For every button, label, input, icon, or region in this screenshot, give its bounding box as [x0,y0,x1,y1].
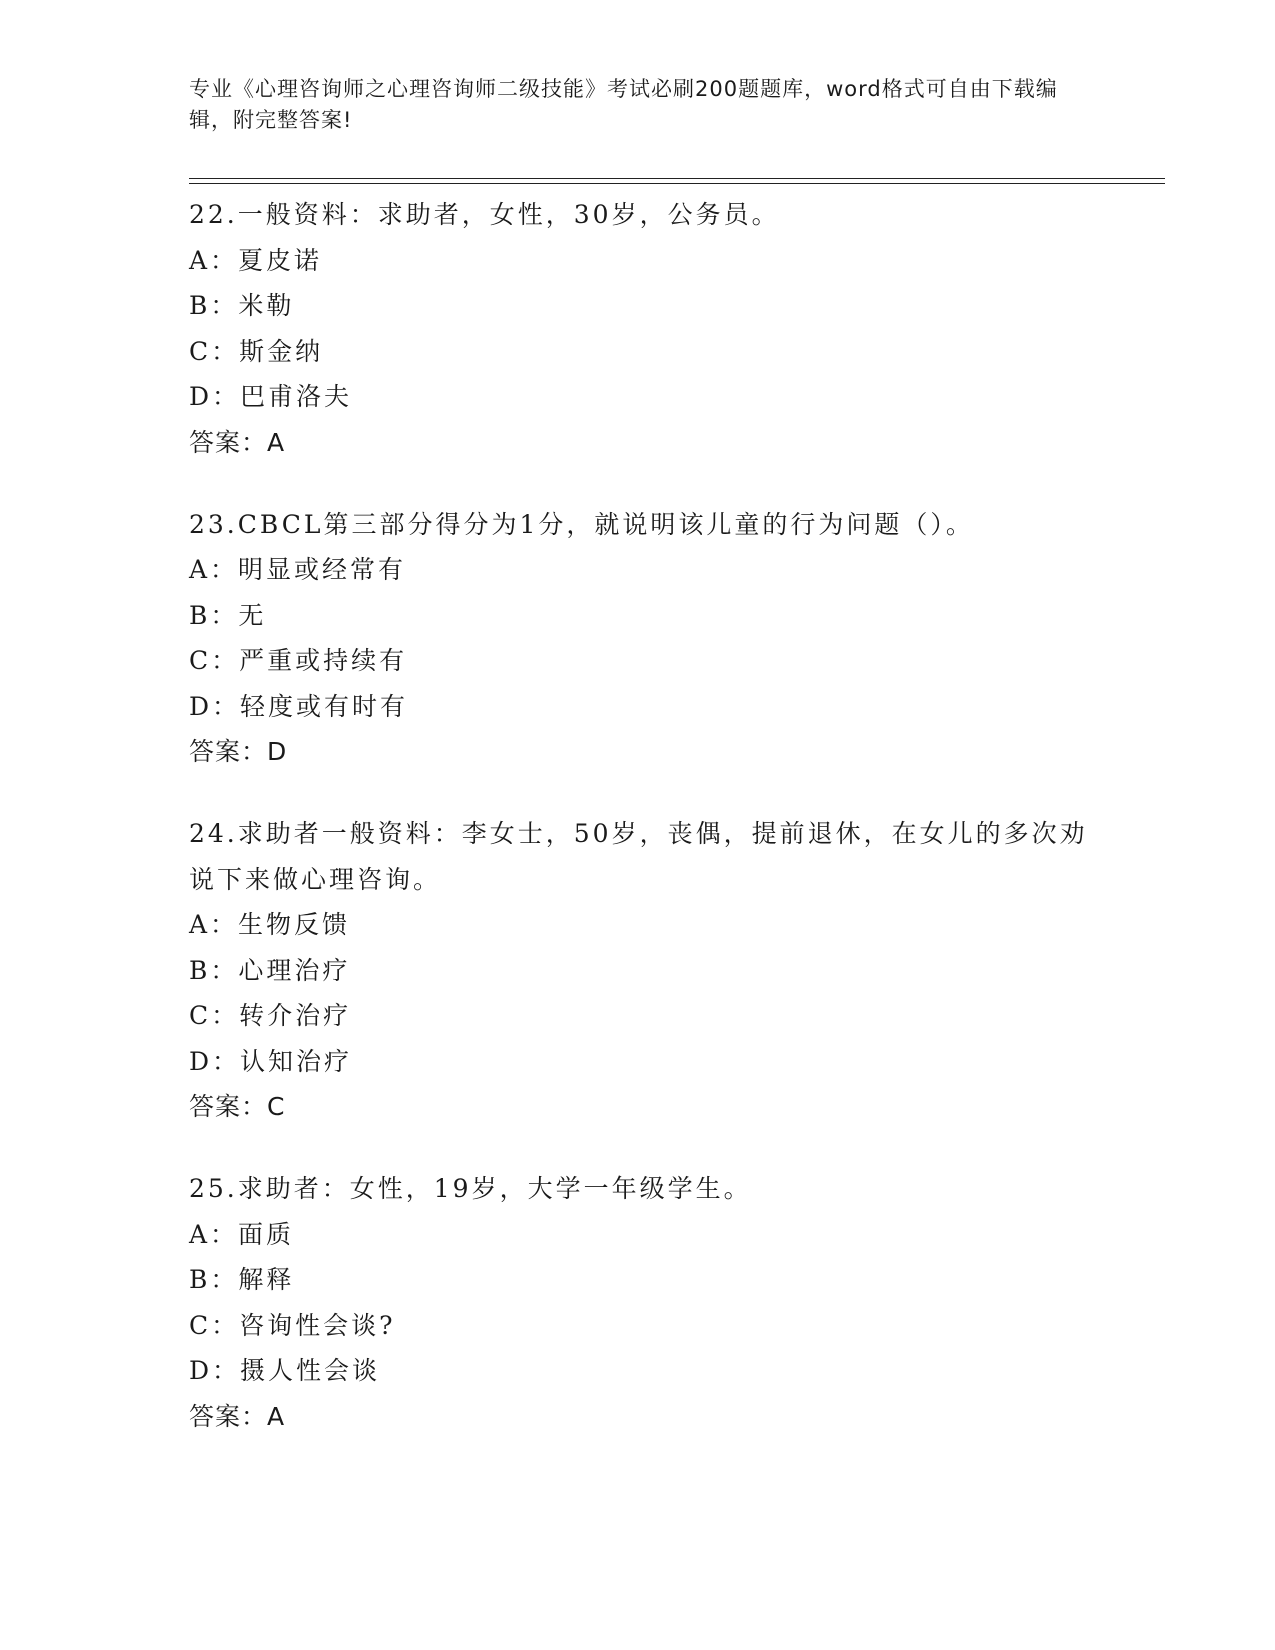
question-stem: 22.一般资料：求助者，女性，30岁，公务员。 [189,200,780,229]
option-c: C：转介治疗 [189,1001,352,1030]
option-c: C：咨询性会谈? [189,1310,396,1340]
option-b: B：解释 [189,1265,295,1294]
option-a: A：夏皮诺 [189,245,323,275]
question-list [189,192,1089,1476]
question-22 [189,192,1089,466]
option-c: C：斯金纳 [189,336,324,366]
option-a: A：明显或经常有 [189,555,407,584]
option-b: B：心理治疗 [189,955,351,985]
question-23 [189,502,1089,776]
option-d: D：认知治疗 [189,1046,353,1076]
question-25 [189,1166,1089,1440]
option-d: D：轻度或有时有 [189,691,409,721]
option-a: A：面质 [189,1219,295,1249]
option-b: B：米勒 [189,291,295,320]
answer-line: 答案：A [189,1401,286,1431]
question-24 [189,811,1089,1130]
option-d: D：摄人性会谈 [189,1356,381,1385]
document-intro: 专业《心理咨询师之心理咨询师二级技能》考试必刷200题题库，word格式可自由下载编辑，附完整答案! [189,77,1058,132]
answer-line: 答案：D [189,737,288,766]
header-divider-bottom [189,183,1165,184]
question-stem: 23.CBCL第三部分得分为1分，就说明该儿童的行为问题（）。 [189,509,974,539]
option-d: D：巴甫洛夫 [189,382,353,411]
question-stem: 25.求助者：女性，19岁，大学一年级学生。 [189,1174,752,1203]
question-stem: 24.求助者一般资料：李女士，50岁，丧偶，提前退休，在女儿的多次劝说下来做心理咨询。 [189,819,1088,894]
option-b: B：无 [189,600,267,630]
option-a: A：生物反馈 [189,910,351,939]
option-c: C：严重或持续有 [189,646,408,675]
answer-line: 答案：C [189,1092,286,1121]
header-divider-top [189,178,1165,179]
answer-line: 答案：A [189,427,286,457]
